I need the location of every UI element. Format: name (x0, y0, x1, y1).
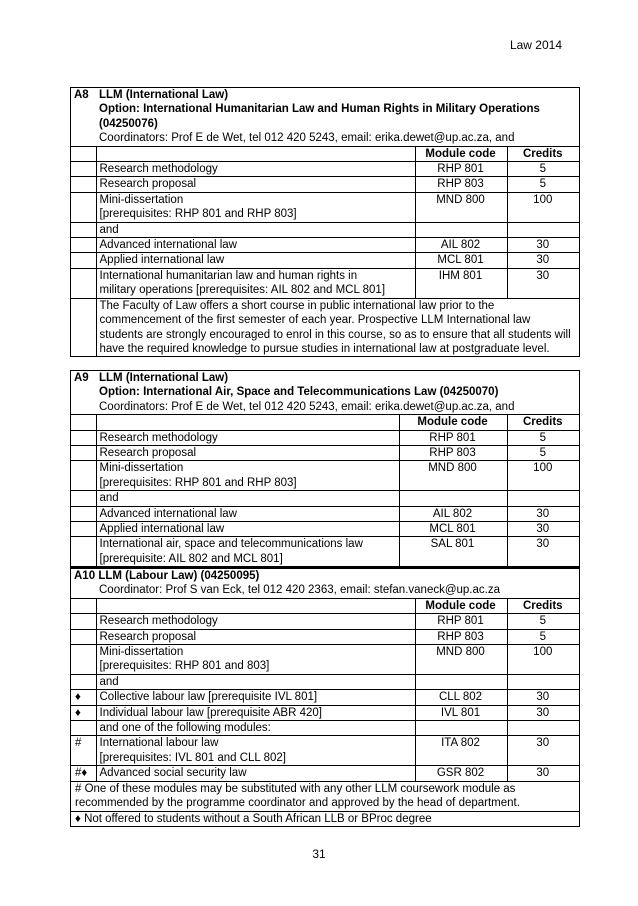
module-credits: 5 (507, 614, 579, 629)
a9-table (71, 371, 579, 567)
row-marker (71, 222, 96, 237)
a9-col-credits: Credits (507, 415, 579, 430)
a9-title: LLM (International Law) (99, 372, 229, 384)
module-code: ITA 802 (415, 736, 507, 766)
module-code: IHM 801 (415, 268, 507, 298)
a8-option: Option: International Humanitarian Law and Human Rights in Military Operations (04250076) (99, 103, 540, 130)
row-marker: # (71, 736, 96, 766)
a10-footnote-diamond: ♦ Not offered to students without a South African LLB or BProc degree (71, 811, 579, 826)
row-marker: ♦ (71, 705, 96, 720)
module-row (71, 222, 579, 237)
module-name: and one of the following modules: (99, 722, 271, 735)
module-credits: 30 (507, 537, 579, 567)
module-name-cell (96, 430, 399, 445)
module-name: Applied international law (99, 254, 225, 267)
module-credits: 30 (507, 522, 579, 537)
module-name: Advanced social security law (99, 767, 247, 780)
module-name-cell (96, 614, 415, 629)
module-row (71, 645, 579, 675)
module-credits: 5 (507, 162, 579, 177)
module-code: MCL 801 (399, 522, 507, 537)
module-name: International labour law (99, 737, 219, 750)
row-marker: ♦ (71, 690, 96, 705)
module-credits: 30 (507, 268, 579, 298)
a10-col-credits: Credits (507, 598, 579, 613)
module-code (415, 674, 507, 689)
module-row (71, 629, 579, 644)
row-marker (71, 491, 96, 506)
module-name: Applied international law (99, 523, 225, 536)
module-code: GSR 802 (415, 766, 507, 781)
module-name: and (99, 492, 119, 505)
module-name: Mini-dissertation (99, 462, 184, 475)
row-marker (71, 268, 96, 298)
row-marker (71, 537, 96, 567)
module-prerequisites: [prerequisites: RHP 801 and RHP 803] (99, 208, 297, 221)
module-row (71, 537, 579, 567)
module-name-cell (96, 253, 415, 268)
a10-code: A10 (74, 570, 96, 582)
running-header: Law 2014 (509, 38, 562, 52)
module-prerequisites: [prerequisites: RHP 801 and RHP 803] (99, 476, 297, 489)
module-row (71, 238, 579, 253)
module-credits: 30 (507, 506, 579, 521)
module-name-cell (96, 268, 415, 298)
module-row (71, 491, 579, 506)
module-credits: 100 (507, 192, 579, 222)
module-code: RHP 803 (415, 629, 507, 644)
row-marker (71, 253, 96, 268)
a8-table (71, 88, 579, 356)
module-credits (507, 674, 579, 689)
module-name-cell (96, 522, 399, 537)
module-credits: 100 (507, 461, 579, 491)
row-marker (71, 177, 96, 192)
a9-option: Option: International Air, Space and Telecommunications Law (04250070) (99, 386, 499, 399)
module-name-cell (96, 766, 415, 781)
module-name: Research methodology (99, 615, 218, 628)
row-marker (71, 522, 96, 537)
module-code (415, 222, 507, 237)
module-credits: 5 (507, 177, 579, 192)
module-code: RHP 801 (399, 430, 507, 445)
module-code: CLL 802 (415, 690, 507, 705)
module-row (71, 614, 579, 629)
module-credits: 30 (507, 766, 579, 781)
row-marker (71, 674, 96, 689)
row-marker (71, 238, 96, 253)
module-row (71, 253, 579, 268)
module-row (71, 430, 579, 445)
module-credits: 30 (507, 238, 579, 253)
a8-col-credits: Credits (507, 146, 579, 161)
a10-title-line (71, 569, 579, 583)
row-marker: #♦ (71, 766, 96, 781)
module-name-cell (96, 192, 415, 222)
module-row (71, 721, 579, 736)
module-row (71, 461, 579, 491)
module-row (71, 177, 579, 192)
module-code: IVL 801 (415, 705, 507, 720)
a10-coordinator: Coordinator: Prof S van Eck, tel 012 420 2363, email: stefan.vaneck@up.ac.za (96, 583, 579, 598)
module-prerequisites: military operations [prerequisites: AIL 802 and MCL 801] (99, 284, 386, 297)
module-row (71, 446, 579, 461)
module-name: and (99, 223, 119, 236)
module-code: MND 800 (415, 192, 507, 222)
module-credits (507, 721, 579, 736)
module-credits: 30 (507, 736, 579, 766)
module-name: Research methodology (99, 431, 218, 444)
programme-block-a10 (70, 568, 580, 827)
a10-table (71, 569, 579, 826)
a10-title: LLM (Labour Law) (04250095) (98, 570, 260, 582)
module-row (71, 192, 579, 222)
module-name-cell (96, 238, 415, 253)
row-marker (71, 192, 96, 222)
a8-title: LLM (International Law) (99, 89, 229, 101)
module-name: Individual labour law [prerequisite ABR 420] (99, 706, 322, 719)
module-name-cell (96, 674, 415, 689)
module-name: Collective labour law [prerequisite IVL 801] (99, 691, 318, 704)
row-marker (71, 430, 96, 445)
page-number: 31 (312, 847, 326, 861)
a8-code: A8 (74, 89, 89, 101)
module-name-cell (96, 721, 415, 736)
a8-col-module: Module code (415, 146, 507, 161)
module-code: MND 800 (399, 461, 507, 491)
a9-module-rows (71, 430, 579, 567)
module-credits: 5 (507, 430, 579, 445)
module-name-cell (96, 491, 399, 506)
module-credits: 30 (507, 253, 579, 268)
module-row (71, 705, 579, 720)
module-code: RHP 803 (415, 177, 507, 192)
a10-module-rows (71, 614, 579, 781)
row-marker (71, 645, 96, 675)
module-code (399, 491, 507, 506)
module-name: Research proposal (99, 447, 197, 460)
row-marker (71, 446, 96, 461)
module-row (71, 674, 579, 689)
module-credits: 30 (507, 705, 579, 720)
module-row (71, 268, 579, 298)
a8-module-rows (71, 162, 579, 299)
module-name-cell (96, 645, 415, 675)
module-row (71, 690, 579, 705)
module-name-cell (96, 537, 399, 567)
module-code (415, 721, 507, 736)
module-credits: 100 (507, 645, 579, 675)
module-code: MND 800 (415, 645, 507, 675)
module-code: AIL 802 (415, 238, 507, 253)
module-code: RHP 801 (415, 614, 507, 629)
module-name-cell (96, 461, 399, 491)
module-row (71, 766, 579, 781)
module-name-cell (96, 629, 415, 644)
module-credits (507, 222, 579, 237)
module-code: RHP 801 (415, 162, 507, 177)
module-name: International air, space and telecommunications law (99, 538, 363, 551)
module-credits: 5 (507, 446, 579, 461)
module-name: International humanitarian law and human rights in (99, 269, 358, 282)
a10-col-module: Module code (415, 598, 507, 613)
a9-code: A9 (74, 372, 89, 384)
a9-col-module: Module code (399, 415, 507, 430)
row-marker (71, 629, 96, 644)
module-name-cell (96, 736, 415, 766)
programme-block-a8 (70, 87, 580, 357)
module-name: Advanced international law (99, 507, 237, 520)
module-name: Research methodology (99, 163, 218, 176)
row-marker (71, 506, 96, 521)
module-name: and (99, 675, 119, 688)
module-name: Research proposal (99, 178, 197, 191)
module-name-cell (96, 446, 399, 461)
module-credits (507, 491, 579, 506)
module-name-cell (96, 705, 415, 720)
a9-coordinators: Coordinators: Prof E de Wet, tel 012 420 5243, email: erika.dewet@up.ac.za, and (96, 400, 579, 415)
module-name-cell (96, 506, 399, 521)
module-credits: 5 (507, 629, 579, 644)
module-row (71, 736, 579, 766)
row-marker (71, 162, 96, 177)
module-name: Advanced international law (99, 239, 237, 252)
a10-footnote-hash: # One of these modules may be substituted with any other LLM coursework module as recommended by the programme coordinator and approved by the head of department. (71, 781, 579, 811)
a8-coordinators: Coordinators: Prof E de Wet, tel 012 420 5243, email: erika.dewet@up.ac.za, and (96, 131, 579, 146)
module-credits: 30 (507, 690, 579, 705)
module-name-cell (96, 690, 415, 705)
module-code: RHP 803 (399, 446, 507, 461)
row-marker (71, 614, 96, 629)
module-row (71, 162, 579, 177)
module-prerequisites: [prerequisite: AIL 802 and MCL 801] (99, 552, 283, 565)
module-code: MCL 801 (415, 253, 507, 268)
module-prerequisites: [prerequisites: IVL 801 and CLL 802] (99, 751, 286, 764)
module-row (71, 522, 579, 537)
module-row (71, 506, 579, 521)
module-name-cell (96, 162, 415, 177)
row-marker (71, 461, 96, 491)
module-prerequisites: [prerequisites: RHP 801 and 803] (99, 660, 270, 673)
module-name-cell (96, 222, 415, 237)
module-name: Mini-dissertation (99, 193, 184, 206)
module-code: AIL 802 (399, 506, 507, 521)
module-name-cell (96, 177, 415, 192)
module-name: Mini-dissertation (99, 646, 184, 659)
module-name: Research proposal (99, 630, 197, 643)
row-marker (71, 721, 96, 736)
a8-note: The Faculty of Law offers a short course in public international law prior to the commencement of the first semester of each year. Prospective LLM International law students are strongly encouraged to enrol in this course, so as to ensure that all students will have the required knowledge to pursue studies in international law at postgraduate level. (96, 298, 579, 356)
module-code: SAL 801 (399, 537, 507, 567)
programme-block-a9 (70, 370, 580, 568)
